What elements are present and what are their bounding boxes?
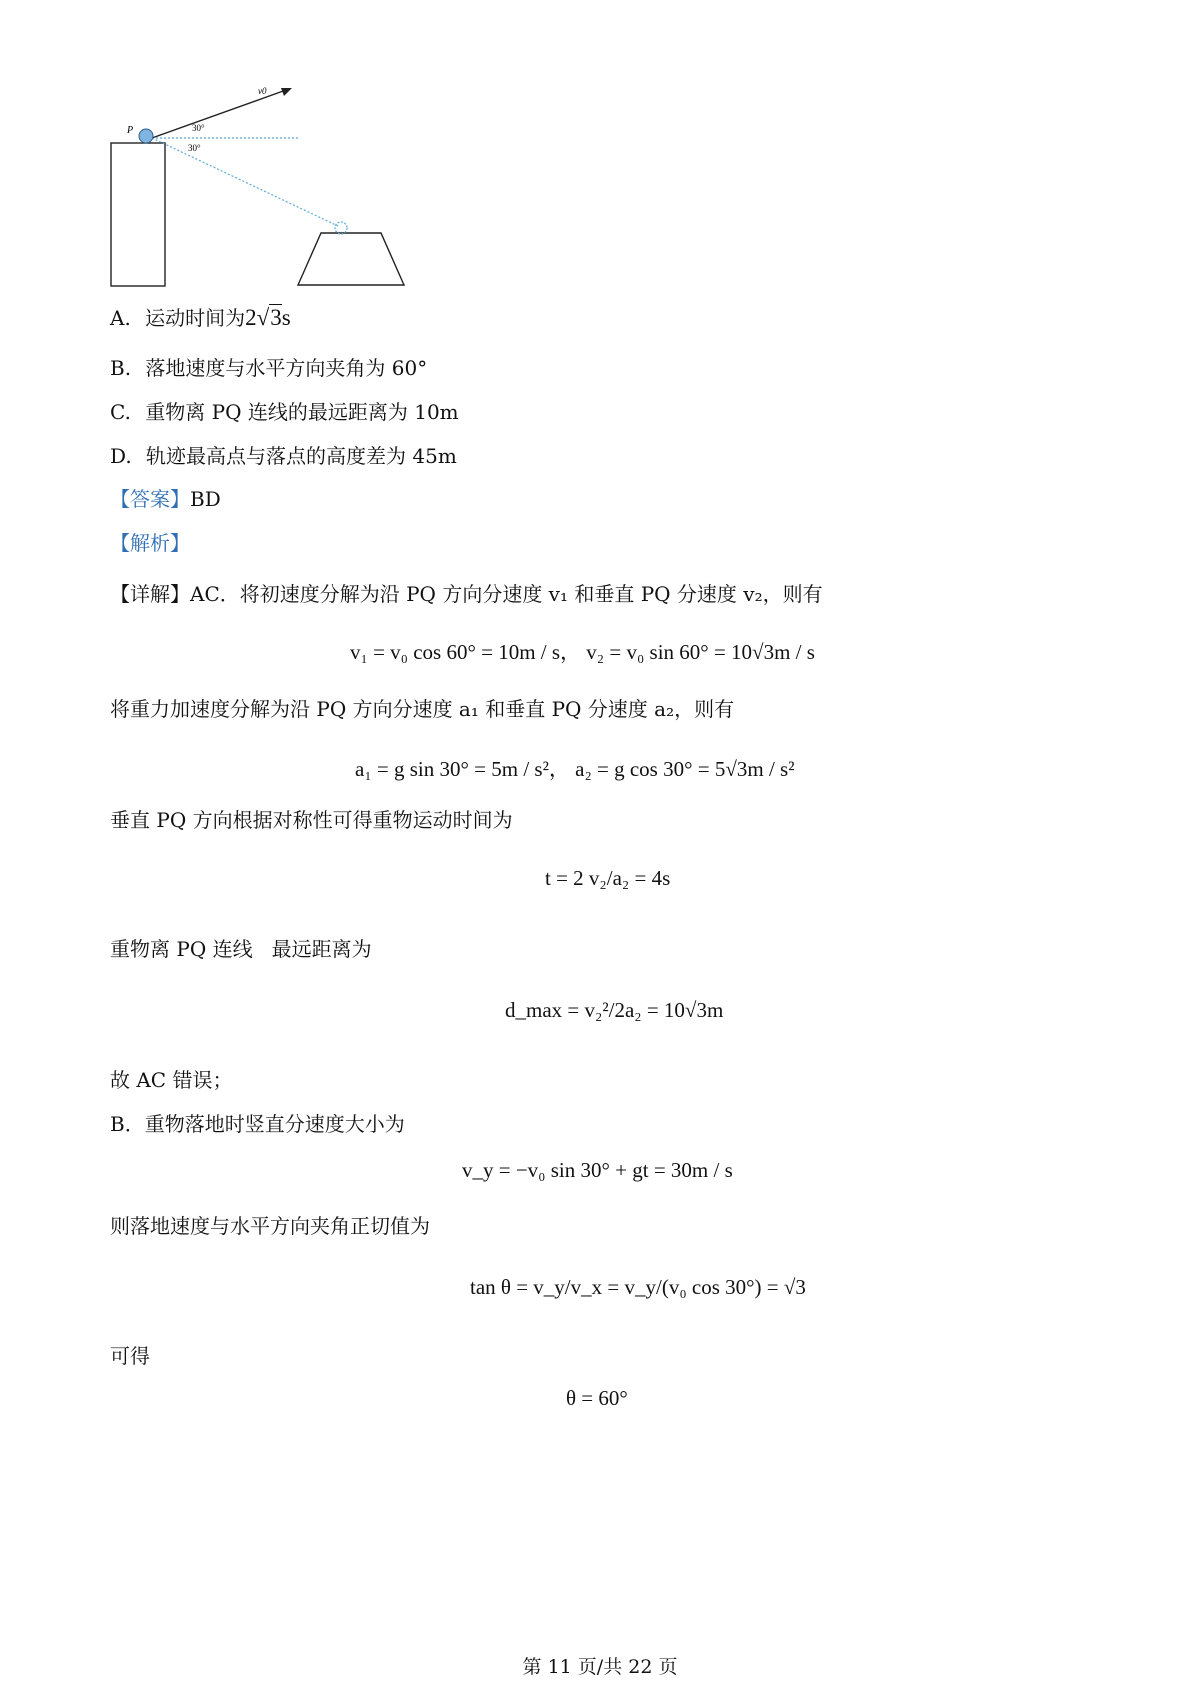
answer-line: [110, 485, 221, 513]
v0-arrow: [152, 90, 286, 138]
v0-arrowhead-icon: [281, 88, 292, 96]
detail-p7: 则落地速度与水平方向夹角正切值为: [110, 1214, 430, 1238]
equation-5: v_y = −v₀ sin 30° + gt = 30m / s: [462, 1158, 733, 1182]
equation-4: d_max = v₂²/2a₂ = 10√3m: [505, 998, 724, 1022]
angle-upper-label: 30°: [192, 123, 205, 133]
ball-p: [139, 129, 153, 143]
v0-label: v0: [258, 86, 267, 96]
option-d: [110, 442, 457, 470]
option-letter: A.: [110, 306, 131, 330]
detail-p5: 故 AC 错误；: [110, 1068, 233, 1092]
answer-tag: 【答案】: [110, 487, 190, 511]
detail-p1-text: AC．将初速度分解为沿 PQ 方向分速度 v₁ 和垂直 PQ 分速度 v₂，则有: [190, 582, 823, 606]
option-b: [110, 354, 427, 382]
equation-2: a₁ = g sin 30° = 5m / s²， a₂ = g cos 30° = 5√3m / s²: [355, 757, 795, 781]
detail-p8: 可得: [110, 1344, 150, 1368]
equation-3: t = 2 v₂/a₂ = 4s: [545, 866, 671, 890]
p-label: P: [127, 125, 134, 136]
option-letter: C.: [110, 400, 131, 424]
option-letter: D.: [110, 444, 132, 468]
option-a: [110, 304, 291, 332]
page-footer: 第 11 页/共 22 页: [522, 1656, 678, 1678]
option-text: 落地速度与水平方向夹角为 60°: [145, 356, 428, 380]
analysis-line: [110, 529, 190, 557]
tower: [111, 143, 165, 286]
option-c: [110, 398, 459, 426]
detail-tag: 【详解】: [110, 582, 190, 606]
equation-7: θ = 60°: [566, 1386, 628, 1410]
pq-dashed-line: [152, 138, 338, 226]
detail-p3: 垂直 PQ 方向根据对称性可得重物运动时间为: [110, 808, 513, 832]
detail-p2: 将重力加速度分解为沿 PQ 方向分速度 a₁ 和垂直 PQ 分速度 a₂，则有: [110, 697, 735, 721]
option-text: 轨迹最高点与落点的高度差为 45m: [146, 444, 457, 468]
detail-p4: 重物离 PQ 连线 最远距离为: [110, 937, 372, 961]
physics-figure: [100, 80, 460, 320]
option-text: 重物离 PQ 连线的最远距离为 10m: [145, 400, 459, 424]
option-text: 运动时间为: [145, 306, 246, 330]
equation-1: v₁ = v₀ cos 60° = 10m / s， v₂ = v₀ sin 60° = 10√3m / s: [350, 640, 815, 664]
option-a-math: 2√3s: [245, 305, 291, 330]
angle-lower-label: 30°: [188, 143, 201, 153]
platform: [298, 233, 404, 285]
detail-p6: B．重物落地时竖直分速度大小为: [110, 1112, 405, 1136]
detail-p1: [110, 580, 823, 608]
analysis-tag: 【解析】: [110, 531, 190, 555]
landing-point-q: [335, 222, 347, 234]
equation-6: tan θ = v_y/v_x = v_y/(v₀ cos 30°) = √3: [470, 1275, 806, 1299]
option-letter: B.: [110, 356, 132, 380]
answer-value: BD: [190, 487, 221, 511]
